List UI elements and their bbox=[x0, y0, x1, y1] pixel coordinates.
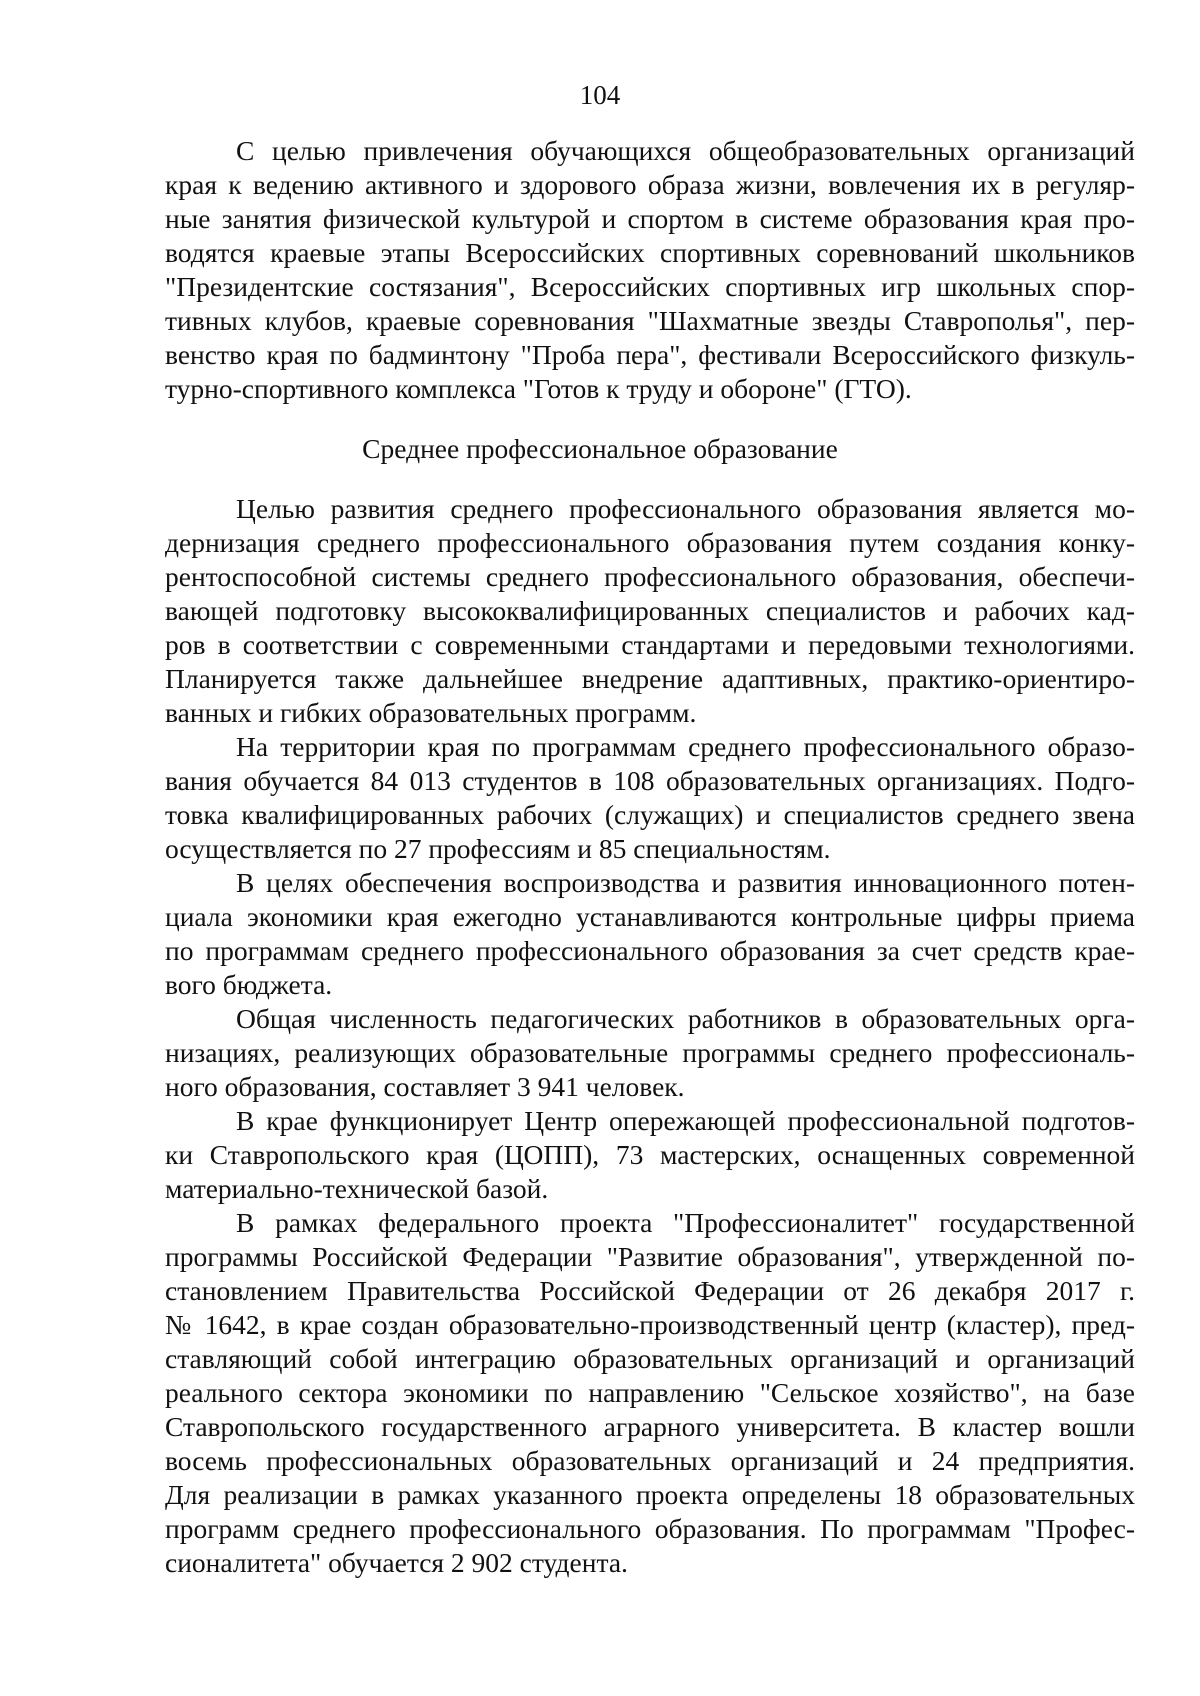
text-line: водятся краевые этапы Всероссийских спортивных соревнований школьников bbox=[165, 237, 1135, 268]
text-line: программы Российской Федерации "Развитие образования", утвержденной по- bbox=[165, 1241, 1135, 1272]
text-line: С целью привлечения обучающихся общеобразовательных организаций bbox=[236, 135, 1135, 166]
text-line: края к ведению активного и здорового образа жизни, вовлечения их в регуляр- bbox=[165, 169, 1135, 200]
text-line: В крае функционирует Центр опережающей профессиональной подготов- bbox=[236, 1105, 1135, 1136]
text-line: Ставропольского государственного аграрного университета. В кластер вошли bbox=[165, 1411, 1135, 1442]
text-line: "Президентские состязания", Всероссийских спортивных игр школьных спор- bbox=[165, 271, 1135, 302]
text-line: № 1642, в крае создан образовательно-производственный центр (кластер), пред- bbox=[165, 1309, 1135, 1340]
text-line: сионалитета" обучается 2 902 студента. bbox=[165, 1547, 628, 1578]
text-line: Общая численность педагогических работников в образовательных орга- bbox=[236, 1003, 1135, 1034]
text-line: венство края по бадминтону "Проба пера", фестивали Всероссийского физкуль- bbox=[165, 339, 1135, 370]
text-line: турно-спортивного комплекса "Готов к труду и обороне" (ГТО). bbox=[165, 373, 912, 404]
text-line: становлением Правительства Российской Федерации от 26 декабря 2017 г. bbox=[165, 1275, 1135, 1306]
text-line: На территории края по программам среднего профессионального образо- bbox=[236, 731, 1135, 762]
text-line: материально-технической базой. bbox=[165, 1173, 549, 1204]
text-line: тивных клубов, краевые соревнования "Шахматные звезды Ставрополья", пер- bbox=[165, 305, 1135, 336]
text-line: циала экономики края ежегодно устанавливаются контрольные цифры приема bbox=[165, 901, 1135, 932]
text-line: осуществляется по 27 профессиям и 85 специальностям. bbox=[165, 833, 831, 864]
text-line: вого бюджета. bbox=[165, 969, 333, 1000]
text-line: программ среднего профессионального образования. По программам "Профес- bbox=[165, 1513, 1135, 1544]
text-line: ки Ставропольского края (ЦОПП), 73 мастерских, оснащенных современной bbox=[165, 1139, 1135, 1170]
section-heading: Среднее профессиональное образование bbox=[362, 433, 838, 464]
text-line: восемь профессиональных образовательных организаций и 24 предприятия. bbox=[165, 1445, 1135, 1476]
text-line: товка квалифицированных рабочих (служащих) и специалистов среднего звена bbox=[165, 799, 1135, 830]
text-line: вающей подготовку высококвалифицированных специалистов и рабочих кад- bbox=[165, 595, 1135, 626]
text-line: вания обучается 84 013 студентов в 108 образовательных организациях. Подго- bbox=[165, 765, 1135, 796]
text-line: низациях, реализующих образовательные программы среднего профессиональ- bbox=[165, 1037, 1135, 1068]
text-line: В целях обеспечения воспроизводства и развития инновационного потен- bbox=[236, 867, 1135, 898]
text-line: ванных и гибких образовательных программ. bbox=[165, 697, 697, 728]
page-number: 104 bbox=[579, 80, 621, 110]
text-line: рентоспособной системы среднего профессионального образования, обеспечи- bbox=[165, 561, 1135, 592]
text-line: Планируется также дальнейшее внедрение адаптивных, практико-ориентиро- bbox=[165, 663, 1135, 694]
text-line: реального сектора экономики по направлению "Сельское хозяйство", на базе bbox=[165, 1377, 1135, 1408]
text-line: дернизация среднего профессионального образования путем создания конку- bbox=[165, 527, 1135, 558]
text-line: ные занятия физической культурой и спортом в системе образования края про- bbox=[165, 203, 1135, 234]
text-line: ров в соответствии с современными стандартами и передовыми технологиями. bbox=[165, 629, 1135, 660]
text-line: Для реализации в рамках указанного проекта определены 18 образовательных bbox=[165, 1479, 1135, 1510]
text-line: ного образования, составляет 3 941 человек. bbox=[165, 1071, 685, 1102]
text-line: ставляющий собой интеграцию образовательных организаций и организаций bbox=[165, 1343, 1135, 1374]
text-line: В рамках федерального проекта "Профессионалитет" государственной bbox=[236, 1207, 1135, 1238]
text-line: Целью развития среднего профессионального образования является мо- bbox=[236, 493, 1135, 524]
text-line: по программам среднего профессионального образования за счет средств крае- bbox=[165, 935, 1135, 966]
